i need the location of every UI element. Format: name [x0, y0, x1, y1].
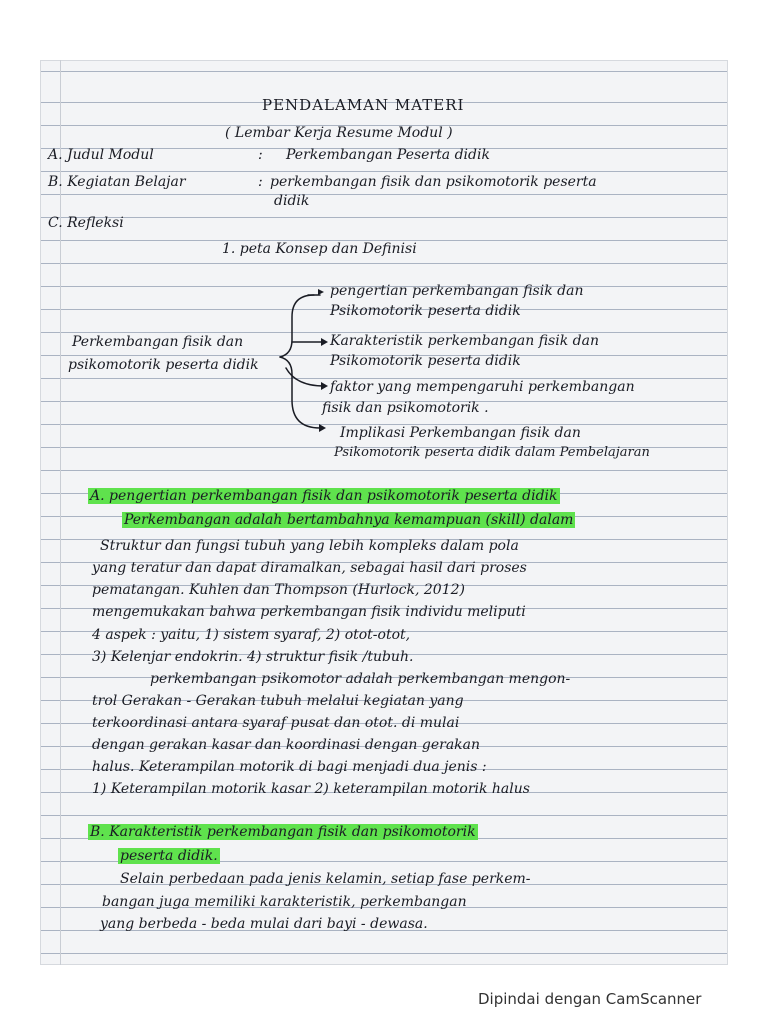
concept-branch-1-line1: pengertian perkembangan fisik dan — [330, 283, 584, 299]
section-a-line-8: perkembangan psikomotor adalah perkembangan mengon- — [150, 671, 571, 687]
field-value-kegiatan: perkembangan fisik dan psikomotorik peserta — [270, 174, 597, 190]
section-a-line-11: dengan gerakan kasar dan koordinasi dengan gerakan — [92, 737, 481, 753]
camscanner-watermark: Dipindai dengan CamScanner — [478, 990, 702, 1008]
field-sep-judul: : — [258, 147, 263, 163]
margin-line — [60, 60, 61, 965]
page-title: PENDALAMAN MATERI — [262, 96, 465, 114]
field-sep-kegiatan: : — [258, 174, 263, 190]
section-a-line-13: 1) Keterampilan motorik kasar 2) keterampilan motorik halus — [92, 781, 530, 797]
section-a-line-1 — [122, 511, 575, 529]
field-label-judul: A. Judul Modul — [48, 147, 154, 163]
section-a-heading-text: A. pengertian perkembangan fisik dan psikomotorik peserta didik — [90, 488, 558, 504]
concept-root-line1: Perkembangan fisik dan — [72, 334, 244, 350]
section-b-heading-line2-text: peserta didik. — [120, 848, 218, 864]
section-a-line-12: halus. Keterampilan motorik di bagi menjadi dua jenis : — [92, 759, 487, 775]
section-b-heading-line2 — [118, 847, 220, 865]
field-value-kegiatan-cont: didik — [274, 193, 310, 209]
concept-branch-4-line1: Implikasi Perkembangan fisik dan — [340, 425, 581, 441]
concept-branch-4-line2: Psikomotorik peserta didik dalam Pembelajaran — [334, 445, 650, 460]
section-a-line-10: terkoordinasi antara syaraf pusat dan otot. di mulai — [92, 715, 460, 731]
section-b-line-2: bangan juga memiliki karakteristik, perkembangan — [102, 894, 467, 910]
section-a-line-9: trol Gerakan - Gerakan tubuh melalui kegiatan yang — [92, 693, 464, 709]
section-a-line-4: pematangan. Kuhlen dan Thompson (Hurlock, 2012) — [92, 582, 465, 598]
field-value-judul: Perkembangan Peserta didik — [286, 147, 490, 163]
concept-heading: 1. peta Konsep dan Definisi — [222, 241, 417, 257]
section-a-line-3: yang teratur dan dapat diramalkan, sebagai hasil dari proses — [92, 560, 527, 576]
concept-branch-3-line1: faktor yang mempengaruhi perkembangan — [330, 379, 635, 395]
section-a-heading — [88, 487, 560, 505]
section-b-heading-line1 — [88, 823, 478, 841]
concept-branch-2-line2: Psikomotorik peserta didik — [330, 353, 521, 369]
section-b-line-1: Selain perbedaan pada jenis kelamin, setiap fase perkem- — [120, 871, 531, 887]
field-label-refleksi: C. Refleksi — [48, 215, 124, 231]
section-a-line-5: mengemukakan bahwa perkembangan fisik individu meliputi — [92, 604, 526, 620]
field-label-kegiatan: B. Kegiatan Belajar — [48, 174, 186, 190]
concept-branch-3-line2: fisik dan psikomotorik . — [322, 400, 489, 416]
section-a-line-2: Struktur dan fungsi tubuh yang lebih kompleks dalam pola — [100, 538, 519, 554]
concept-root-line2: psikomotorik peserta didik — [68, 357, 259, 373]
concept-branch-2-line1: Karakteristik perkembangan fisik dan — [330, 333, 599, 349]
section-a-line-7: 3) Kelenjar endokrin. 4) struktur fisik /tubuh. — [92, 649, 414, 665]
page-subtitle: ( Lembar Kerja Resume Modul ) — [225, 125, 453, 141]
section-b-heading-line1-text: B. Karakteristik perkembangan fisik dan psikomotorik — [90, 824, 476, 840]
section-a-line-1-text: Perkembangan adalah bertambahnya kemampuan (skill) dalam — [124, 512, 574, 528]
section-a-line-6: 4 aspek : yaitu, 1) sistem syaraf, 2) otot-otot, — [92, 627, 411, 643]
section-b-line-3: yang berbeda - beda mulai dari bayi - dewasa. — [100, 916, 428, 932]
concept-branch-1-line2: Psikomotorik peserta didik — [330, 303, 521, 319]
